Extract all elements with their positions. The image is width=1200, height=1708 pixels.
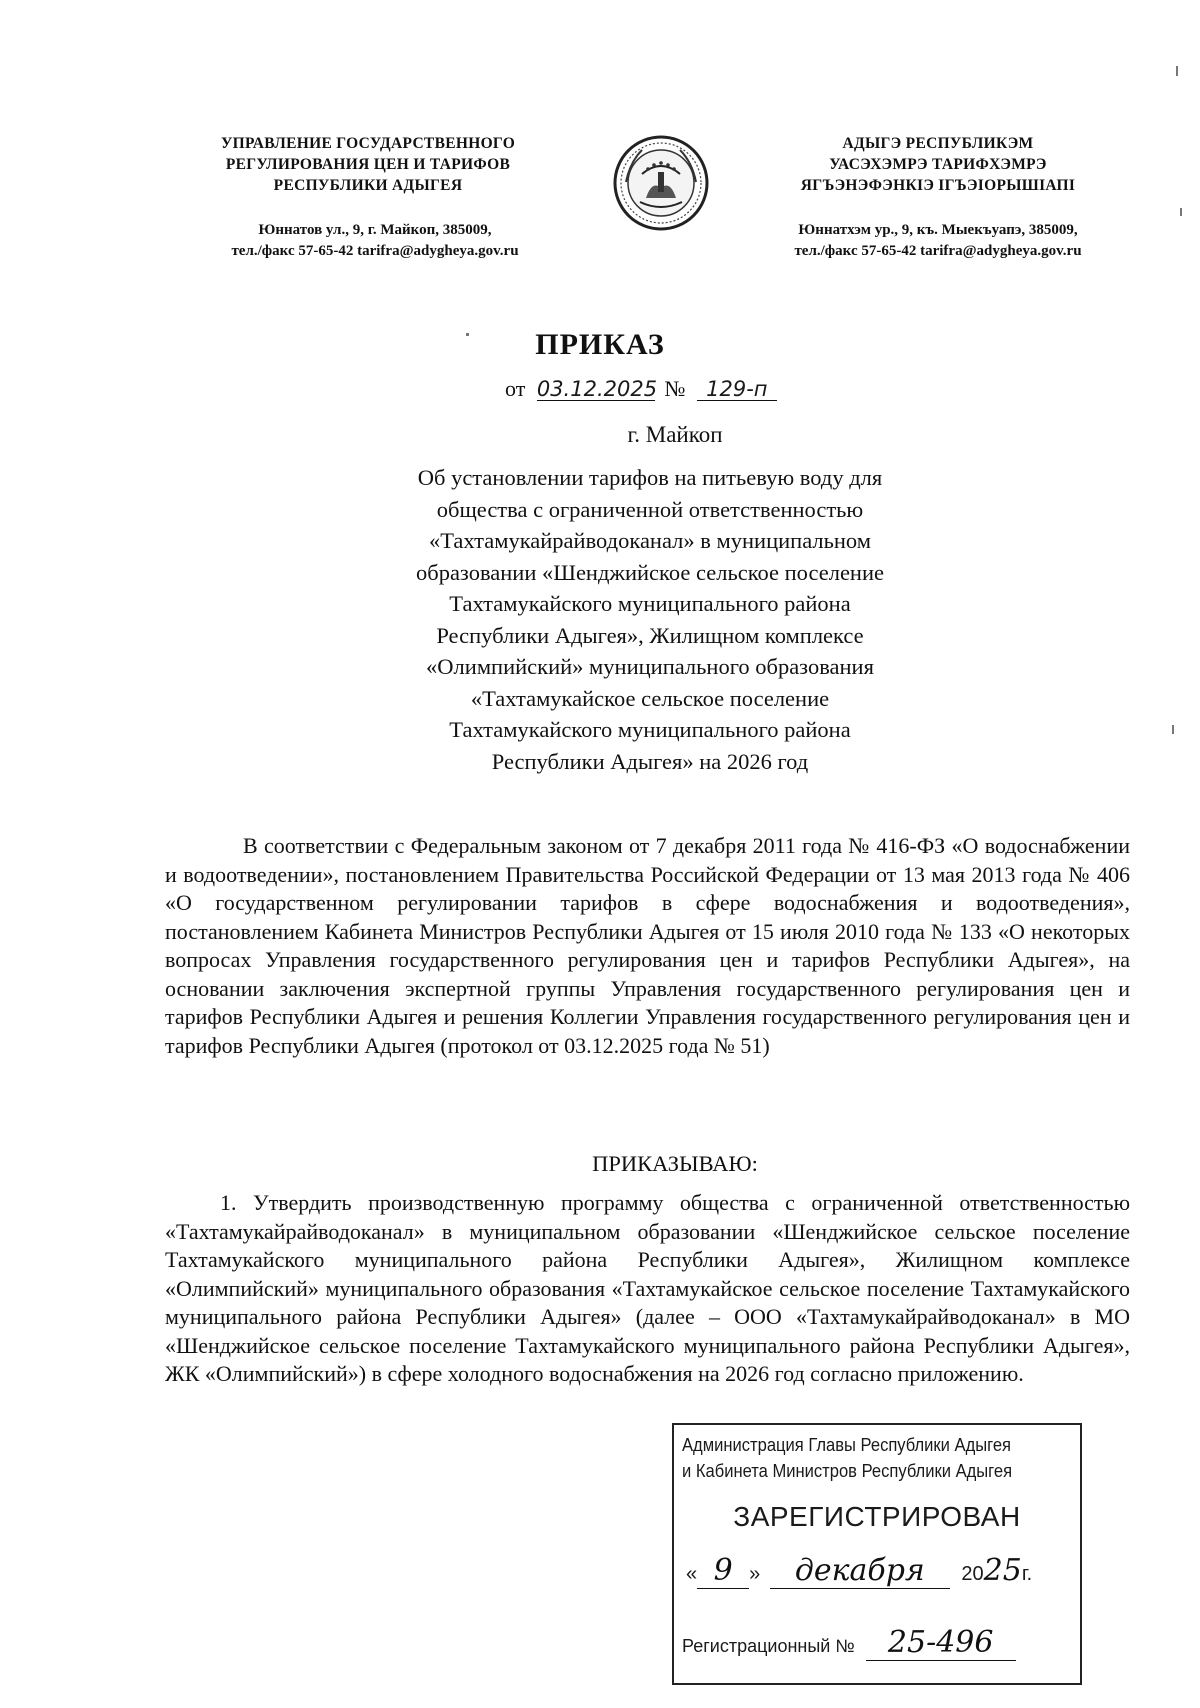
header-address-ady (728, 220, 1148, 262)
stamp-year-suffix: 25 (983, 1553, 1022, 1588)
date-prefix: от (505, 376, 526, 401)
stamp-registered: ЗАРЕГИСТРИРОВАН (733, 1501, 1021, 1532)
header-agency-ru (158, 133, 578, 196)
header-right-contact: тел./факс 57-65-42 tarifra@adygheya.gov.ru (794, 243, 1082, 259)
subject-line: общества с ограниченной ответственностью (436, 496, 864, 522)
stamp-quote-open: « (686, 1563, 698, 1585)
order-word: ПРИКАЗЫВАЮ: (592, 1151, 758, 1176)
city: г. Майкоп (627, 422, 723, 447)
subject-line: образовании «Шенджийское сельское поселение (416, 559, 884, 585)
stamp-reg-line (682, 1625, 1016, 1661)
stamp-year-unit: г. (1021, 1563, 1033, 1585)
stamp-reg-label: Регистрационный № (682, 1636, 855, 1656)
subject-line: Тахтамукайского муниципального района (449, 591, 851, 616)
stamp-line2: и Кабинета Министров Республики Адыгея (682, 1461, 1013, 1481)
preamble-paragraph: В соответствии с Федеральным законом от 7 декабря 2011 года № 416-ФЗ «О водоснабжении и водоотведении», постановлением Правительства Российской Федерации от 13 мая 2013 года № 406 «О государственном регулировании тарифов в сфере водоснабжения и водоотведения», постановлением Кабинета Министров Республики Адыгея от 15 июля 2010 года № 133 «О некоторых вопросах Управления государственного регулирования цен и тарифов Республики Адыгея», на основании заключения экспертной группы Управления государственного регулирования цен и тарифов Республики Адыгея и решения Коллегии Управления государственного регулирования цен и тарифов Республики Адыгея (протокол от 03.12.2025 года № 51) (165, 833, 1130, 1058)
stamp-year-prefix: 20 (961, 1563, 984, 1585)
adygea-coat-of-arms-icon (612, 132, 710, 234)
subject-line: Республики Адыгея» на 2026 год (491, 748, 809, 774)
date-number-line (505, 376, 777, 402)
stamp-reg-number: 25-496 (887, 1625, 994, 1660)
header-agency-ady (738, 133, 1138, 196)
header-left-line3: РЕСПУБЛИКИ АДЫГЕЯ (273, 177, 463, 194)
header-address-ru (155, 220, 595, 262)
stamp-month: декабря (794, 1553, 925, 1588)
order-item-1: 1. Утвердить производственную программу общества с ограниченной ответственностью «Тахтамукайрайводоканал» в муниципальном образовании «Шенджийское сельское поселение Тахтамукайского муниципального района Республики Адыгея», Жилищном комплексе «Олимпийский» муниципального образования «Тахтамукайское сельское поселение Тахтамукайского муниципального района Республики Адыгея» (далее – ООО «Тахтамукайрайводоканал» в МО «Шенджийское сельское поселение Тахтамукайского муниципального района Республики Адыгея», ЖК «Олимпийский») в сфере холодного водоснабжения на 2026 год согласно приложению. (165, 1190, 1130, 1386)
subject-line: «Тахтамукайрайводоканал» в муниципальном (429, 528, 871, 553)
scan-speck (466, 333, 469, 336)
scan-speck (1172, 725, 1174, 734)
stamp-quote-close: » (749, 1563, 761, 1585)
scan-speck (1176, 66, 1178, 76)
handwritten-date: 03.12.2025 (536, 377, 658, 401)
header-left-address: Юннатов ул., 9, г. Майкоп, 385009, (258, 222, 492, 238)
header-right-line2: УАСЭХЭМРЭ ТАРИФХЭМРЭ (829, 156, 1047, 173)
subject-line: «Тахтамукайское сельское поселение (470, 685, 830, 711)
header-right-address: Юннатхэм ур., 9, къ. Мыекъуапэ, 385009, (798, 222, 1078, 238)
document-subject (360, 462, 940, 777)
scan-speck (1180, 208, 1182, 216)
header-left-line2: РЕГУЛИРОВАНИЯ ЦЕН И ТАРИФОВ (225, 156, 511, 173)
document-title: ПРИКАЗ (535, 328, 665, 361)
subject-line: Об установлении тарифов на питьевую воду для (417, 465, 883, 490)
subject-line: Республики Адыгея», Жилищном комплексе (436, 622, 864, 648)
header-right-line3: ЯГЪЭНЭФЭНКIЭ IГЪЭIОРЫШIАПI (800, 177, 1076, 194)
stamp-day: 9 (713, 1553, 733, 1588)
stamp-line1: Администрация Главы Республики Адыгея (682, 1435, 1012, 1455)
header-left-line1: УПРАВЛЕНИЕ ГОСУДАРСТВЕННОГО (220, 135, 516, 152)
subject-line: «Олимпийский» муниципального образования (426, 654, 874, 679)
header-left-contact: тел./факс 57-65-42 tarifra@adygheya.gov.ru (231, 243, 519, 259)
number-prefix: № (664, 376, 686, 401)
registration-stamp (672, 1423, 1082, 1685)
subject-line: Тахтамукайского муниципального района (449, 717, 851, 742)
handwritten-number: 129-п (697, 378, 777, 401)
stamp-date-line (686, 1553, 1032, 1589)
header-right-line1: АДЫГЭ РЕСПУБЛИКЭМ (842, 135, 1034, 152)
